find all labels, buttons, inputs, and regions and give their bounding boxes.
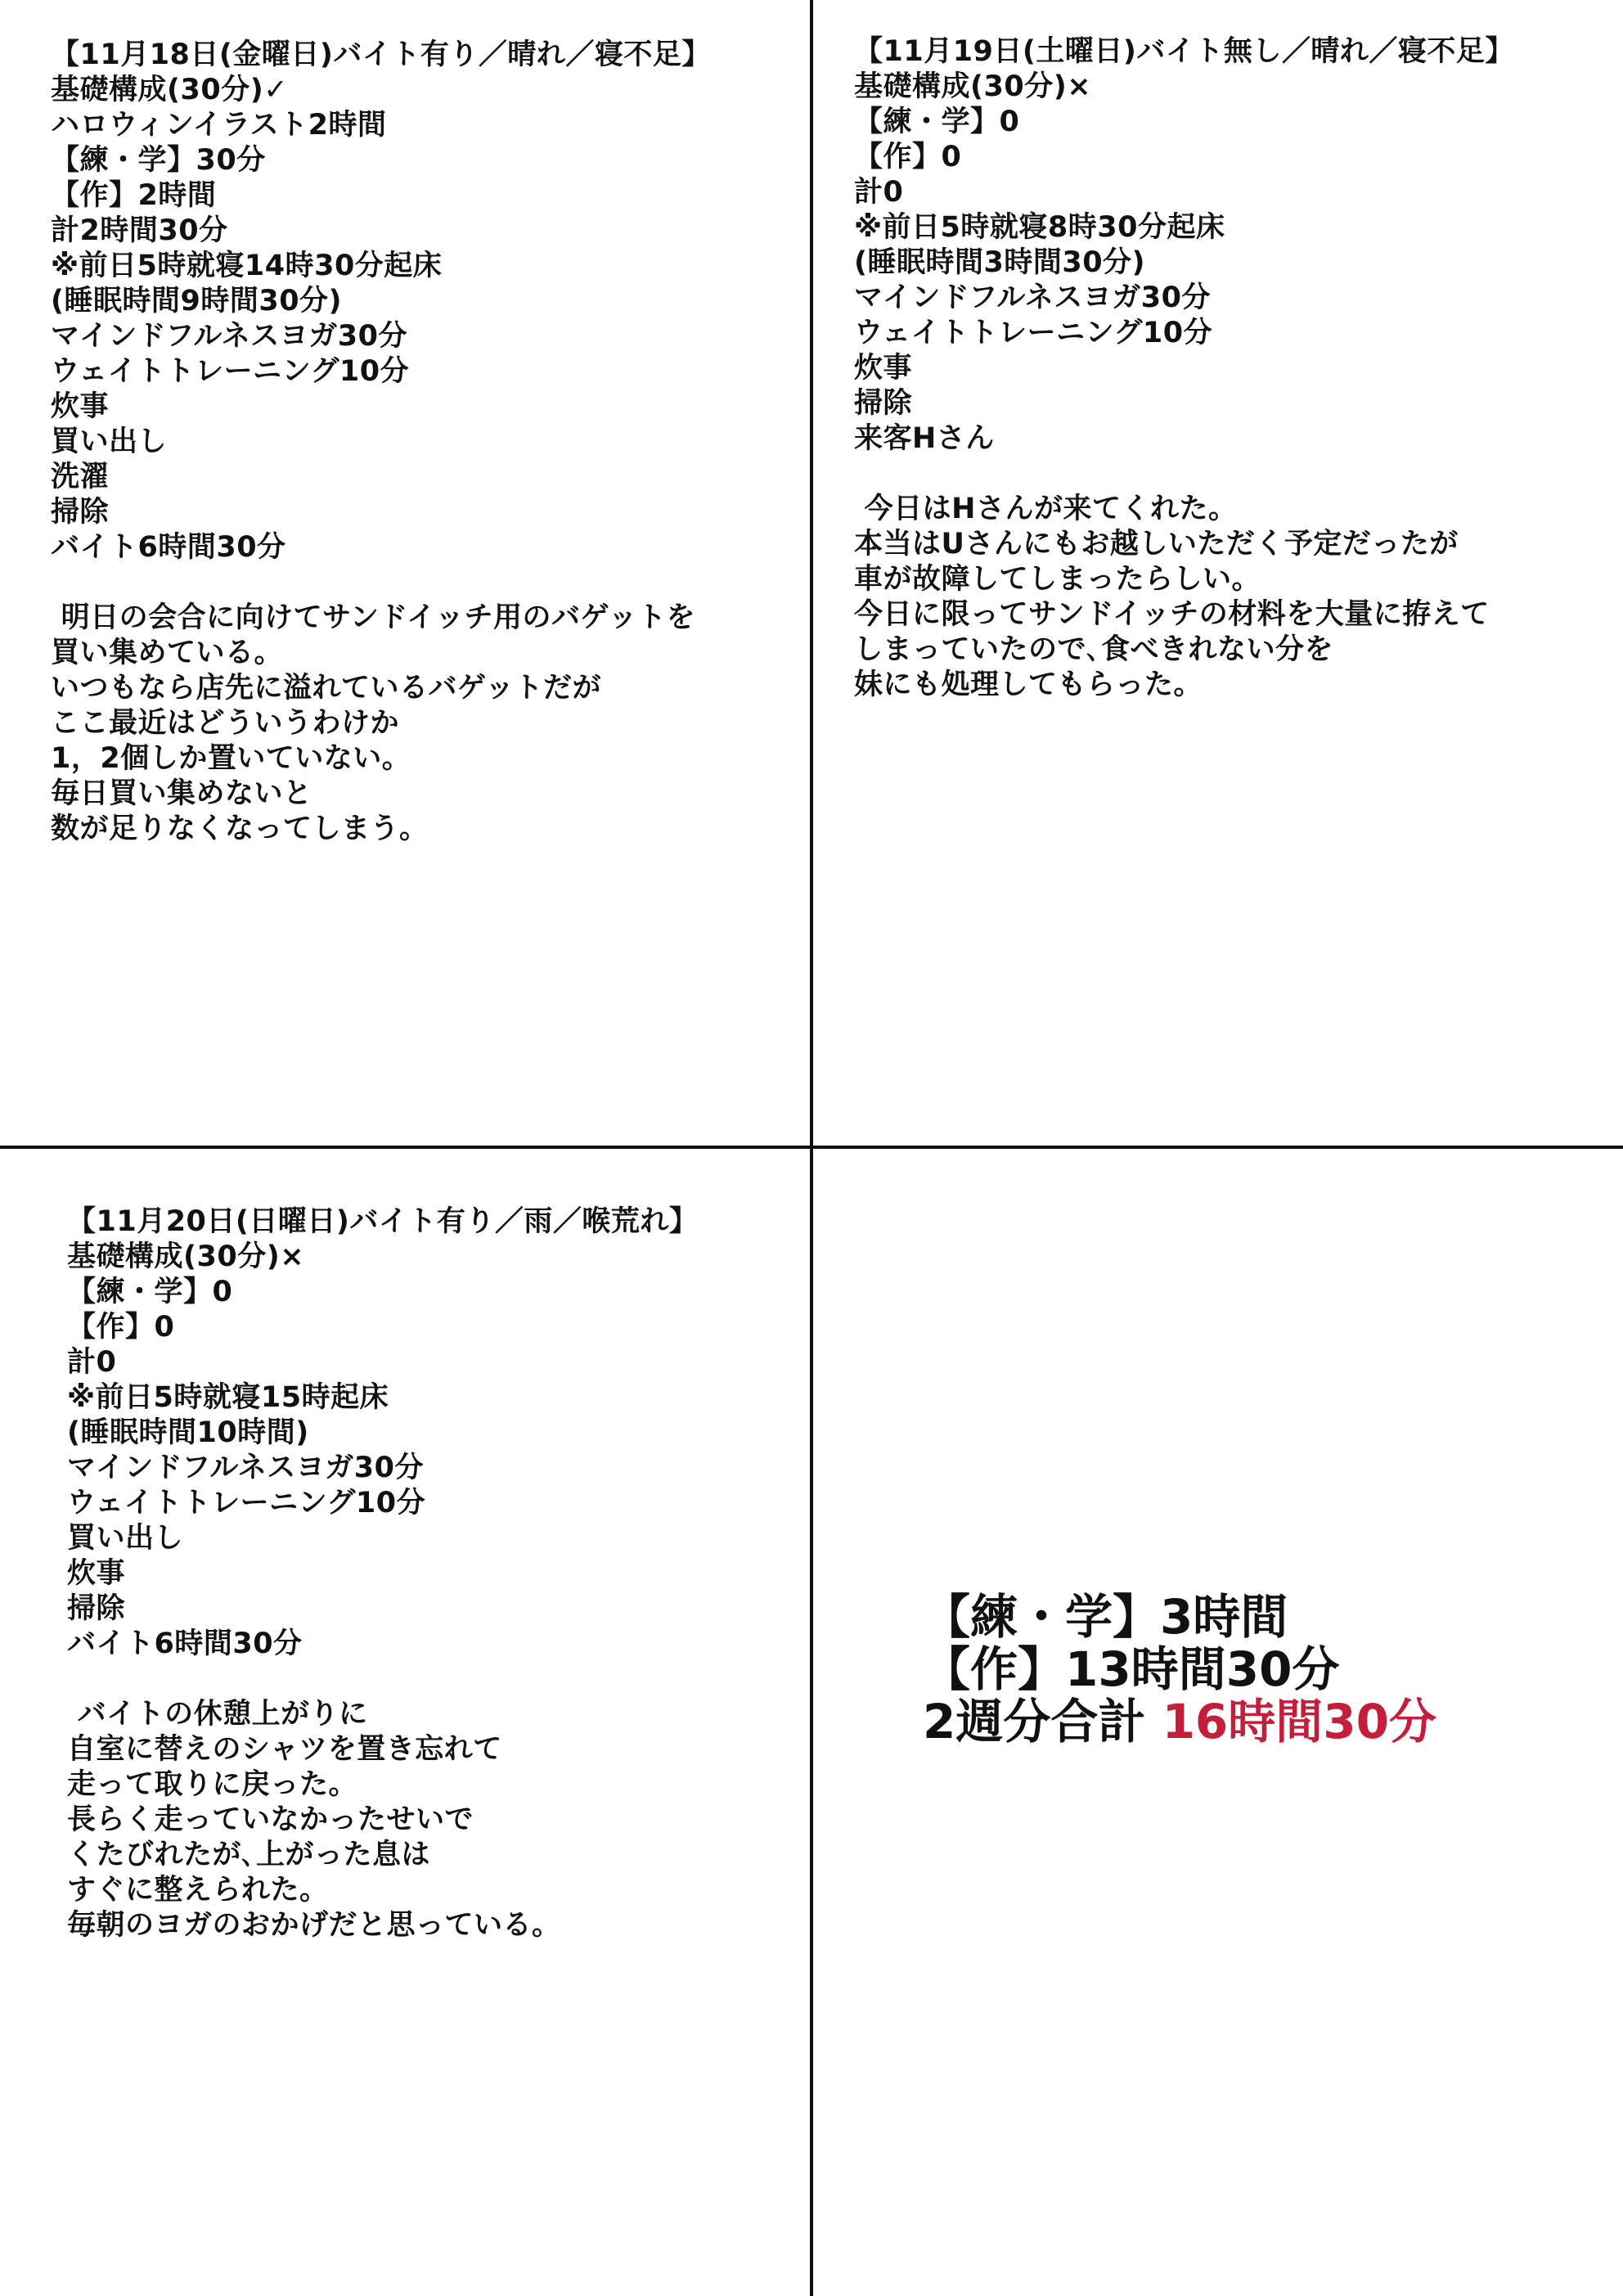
- entry-line: マインドフルネスヨガ30分: [854, 281, 1212, 314]
- blank-line: [51, 565, 711, 601]
- entry-line: バイトの休憩上がりに: [67, 1698, 368, 1731]
- entry-line: 炊事: [51, 390, 110, 423]
- entry-line: 【作】0: [854, 141, 962, 173]
- entry-line: 基礎構成(30分)×: [67, 1240, 305, 1273]
- weekly-summary: [923, 1591, 1436, 1748]
- entry-line: 長らく走っていなかったせいで: [67, 1803, 474, 1836]
- entry-line: 【練・学】0: [854, 106, 1020, 138]
- diary-entry-nov-19: [854, 34, 1514, 703]
- entry-line: 掃除: [854, 387, 913, 420]
- entry-line: ※前日5時就寝8時30分起床: [854, 211, 1225, 244]
- entry-line: バイト6時間30分: [67, 1627, 303, 1660]
- entry-line: 来客Hさん: [854, 422, 995, 455]
- entry-line: マインドフルネスヨガ30分: [67, 1452, 425, 1484]
- summary-total: [923, 1695, 1436, 1748]
- entry-line: ウェイトトレーニング10分: [854, 317, 1213, 349]
- entry-line: しまっていたので､食べきれない分を: [854, 633, 1334, 666]
- blank-line: [854, 457, 1514, 492]
- entry-line: 買い出し: [51, 425, 168, 458]
- entry-line: 数が足りなくなってしまう。: [51, 813, 429, 845]
- entry-line: バイト6時間30分: [51, 531, 286, 564]
- entry-line: 【作】2時間: [51, 179, 217, 212]
- entry-line: 炊事: [67, 1557, 126, 1590]
- entry-line: 【11月20日(日曜日)バイト有り／雨／喉荒れ】: [67, 1205, 699, 1238]
- entry-line: ここ最近はどういうわけか: [51, 707, 400, 740]
- entry-line: 買い集めている。: [51, 637, 284, 669]
- entry-line: 毎朝のヨガのおかげだと思っている。: [67, 1909, 561, 1942]
- entry-line: 走って取りに戻った。: [67, 1768, 358, 1801]
- entry-line: 明日の会合に向けてサンドイッチ用のバゲットを: [51, 601, 696, 634]
- entry-line: ※前日5時就寝14時30分起床: [51, 250, 443, 282]
- entry-line: ウェイトトレーニング10分: [51, 355, 410, 388]
- entry-line: いつもなら店先に溢れているバゲットだが: [51, 672, 602, 705]
- entry-line: 計0: [854, 176, 904, 209]
- entry-line: 本当はUさんにもお越しいただく予定だったが: [854, 528, 1459, 560]
- entry-line: 掃除: [51, 496, 110, 529]
- entry-line: 車が故障してしまったらしい。: [854, 563, 1261, 596]
- entry-line: 【練・学】0: [67, 1276, 233, 1308]
- summary-practice: 【練・学】3時間: [923, 1589, 1288, 1645]
- entry-line: 買い出し: [67, 1522, 184, 1555]
- entry-line: 自室に替えのシャツを置き忘れて: [67, 1733, 502, 1766]
- diary-entry-nov-18: [51, 38, 711, 847]
- entry-line: 今日はHさんが来てくれた。: [854, 493, 1238, 525]
- summary-creation: 【作】13時間30分: [923, 1641, 1340, 1697]
- entry-line: (睡眠時間9時間30分): [51, 285, 343, 317]
- entry-line: 今日に限ってサンドイッチの材料を大量に拵えて: [854, 598, 1490, 631]
- entry-line: 【作】0: [67, 1311, 175, 1344]
- entry-line: 【11月19日(土曜日)バイト無し／晴れ／寝不足】: [854, 35, 1514, 68]
- entry-line: 洗濯: [51, 461, 110, 493]
- entry-line: 【練・学】30分: [51, 144, 266, 177]
- entry-line: 毎日買い集めないと: [51, 777, 312, 810]
- entry-line: 炊事: [854, 352, 913, 385]
- entry-line: くたびれたが､上がった息は: [67, 1839, 431, 1871]
- entry-line: 妹にも処理してもらった。: [854, 669, 1203, 701]
- entry-line: マインドフルネスヨガ30分: [51, 320, 408, 353]
- entry-line: 基礎構成(30分)×: [854, 70, 1092, 103]
- entry-line: ハロウィンイラスト2時間: [51, 109, 387, 142]
- entry-line: 計2時間30分: [51, 214, 228, 247]
- horizontal-divider: [0, 1146, 1623, 1149]
- entry-line: (睡眠時間3時間30分): [854, 246, 1146, 279]
- entry-line: ※前日5時就寝15時起床: [67, 1381, 389, 1414]
- entry-line: 基礎構成(30分)✓: [51, 74, 289, 106]
- diary-entry-nov-20: [67, 1204, 698, 1943]
- summary-total-label: 2週分合計: [923, 1694, 1162, 1749]
- entry-line: 掃除: [67, 1592, 126, 1625]
- entry-line: 1，2個しか置いていない。: [51, 742, 411, 775]
- entry-line: すぐに整えられた。: [67, 1874, 329, 1907]
- summary-total-value: 16時間30分: [1162, 1694, 1436, 1749]
- entry-line: 計0: [67, 1346, 117, 1379]
- entry-line: 【11月18日(金曜日)バイト有り／晴れ／寝不足】: [51, 38, 711, 71]
- blank-line: [67, 1662, 698, 1697]
- entry-line: (睡眠時間10時間): [67, 1416, 309, 1449]
- entry-line: ウェイトトレーニング10分: [67, 1487, 426, 1519]
